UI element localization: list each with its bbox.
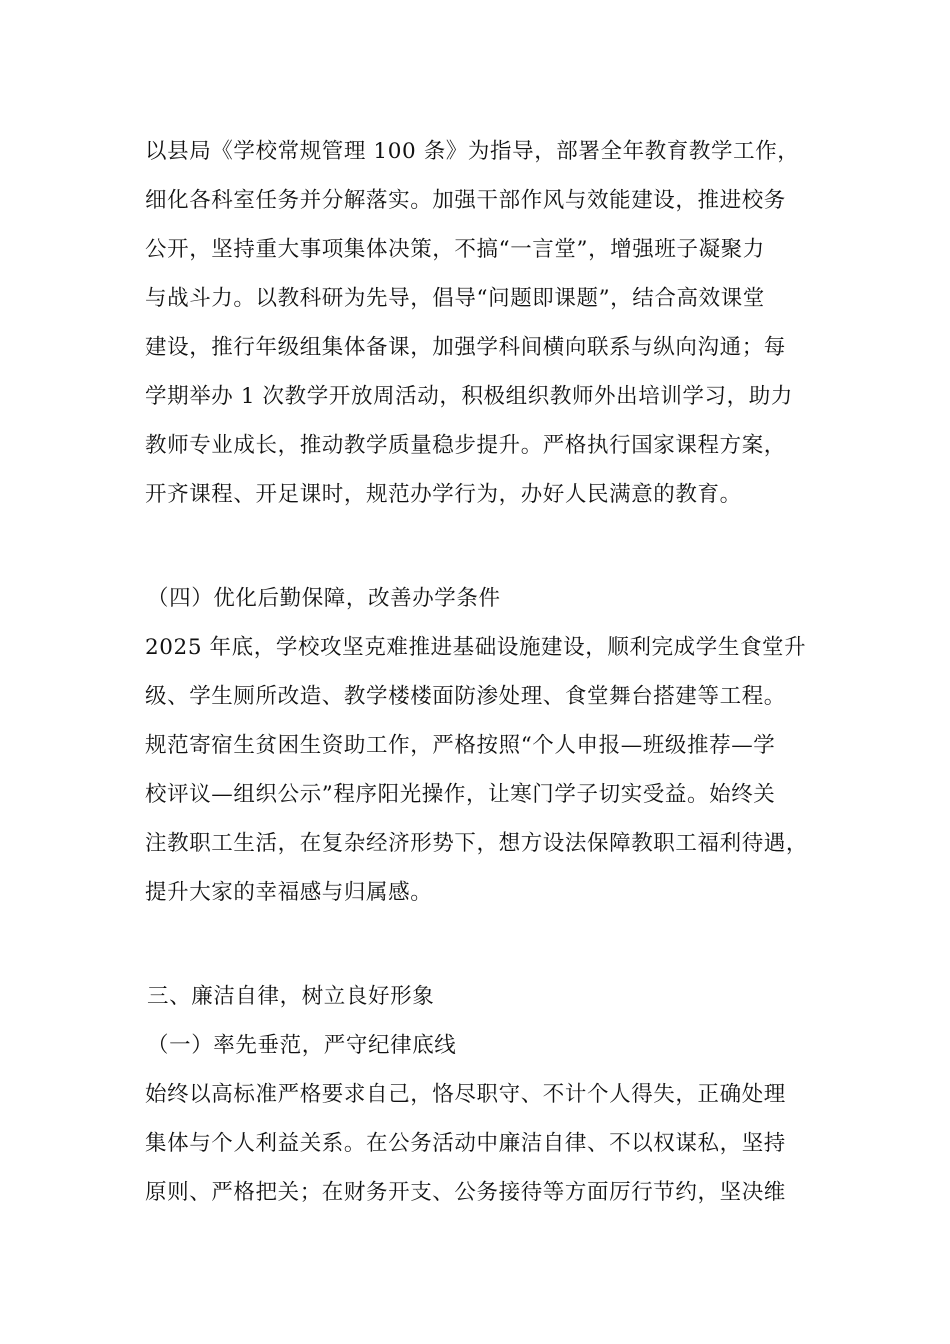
paragraph-line: 细化各科室任务并分解落实。加强干部作风与效能建设，推进校务 <box>145 188 786 213</box>
paragraph-line: 建设，推行年级组集体备课，加强学科间横向联系与纵向沟通；每 <box>145 335 786 360</box>
paragraph-line: 开齐课程、开足课时，规范办学行为，办好人民满意的教育。 <box>145 482 742 507</box>
paragraph-line: 始终以高标准严格要求自己，恪尽职守、不计个人得失，正确处理 <box>145 1082 786 1107</box>
paragraph-line: 原则、严格把关；在财务开支、公务接待等方面厉行节约，坚决维 <box>145 1180 786 1205</box>
paragraph-line: 集体与个人利益关系。在公务活动中廉洁自律、不以权谋私，坚持 <box>145 1131 786 1156</box>
paragraph-line: 级、学生厕所改造、教学楼楼面防渗处理、食堂舞台搭建等工程。 <box>145 684 786 709</box>
paragraph-line: 以县局《学校常规管理 100 条》为指导，部署全年教育教学工作， <box>145 139 800 164</box>
section-title: 三、廉洁自律，树立良好形象 <box>147 984 435 1009</box>
paragraph-line: 规范寄宿生贫困生资助工作，严格按照“个人申报—班级推荐—学 <box>145 733 776 758</box>
subsection-heading: （一）率先垂范，严守纪律底线 <box>147 1033 457 1058</box>
paragraph-line: 注教职工生活，在复杂经济形势下，想方设法保障教职工福利待遇， <box>145 831 809 856</box>
section-heading: （四）优化后勤保障，改善办学条件 <box>147 586 501 611</box>
paragraph-line: 与战斗力。以教科研为先导，倡导“问题即课题”，结合高效课堂 <box>145 286 765 311</box>
paragraph-line: 提升大家的幸福感与归属感。 <box>145 880 433 905</box>
paragraph-line: 校评议—组织公示”程序阳光操作，让寒门学子切实受益。始终关 <box>145 782 776 807</box>
paragraph-line: 教师专业成长，推动教学质量稳步提升。严格执行国家课程方案， <box>145 433 786 458</box>
paragraph-line: 2025 年底，学校攻坚克难推进基础设施建设，顺利完成学生食堂升 <box>145 635 807 660</box>
paragraph-line: 学期举办 1 次教学开放周活动，积极组织教师外出培训学习，助力 <box>145 384 793 409</box>
paragraph-line: 公开，坚持重大事项集体决策，不搞“一言堂”，增强班子凝聚力 <box>145 237 765 262</box>
